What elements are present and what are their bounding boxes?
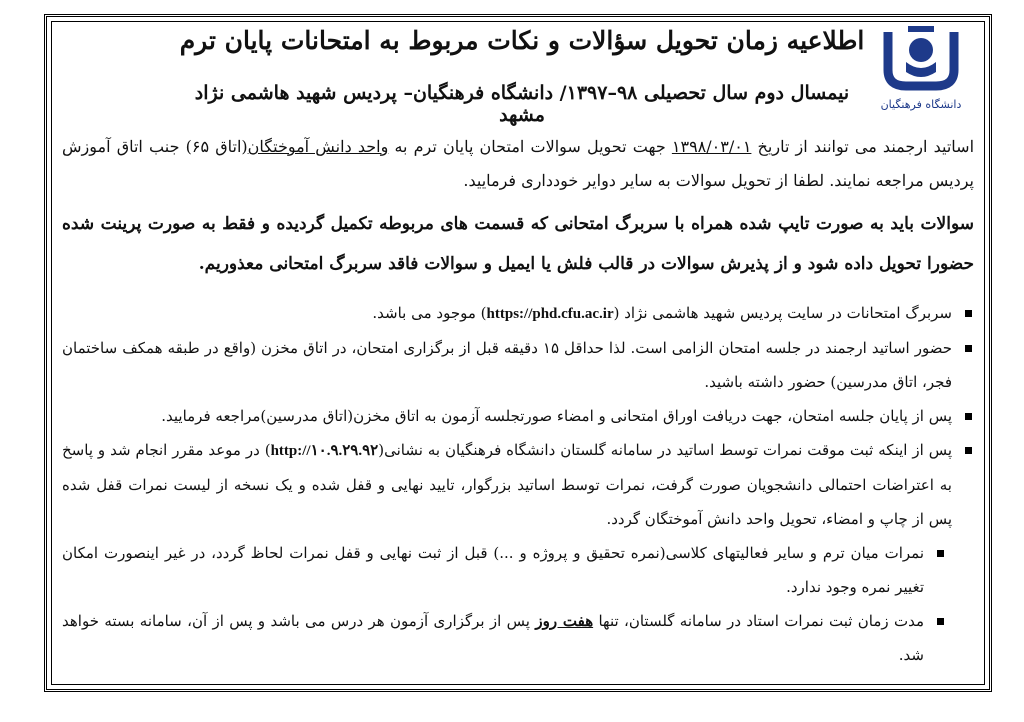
campus-site-link[interactable]: https://phd.cfu.ac.ir: [486, 306, 614, 322]
bullet-marker: [937, 550, 944, 557]
list-item: [62, 399, 974, 433]
bullet-6-text-a: مدت زمان ثبت نمرات استاد در سامانه گلستان، تنها: [593, 612, 924, 630]
bullet-5-text: نمرات میان ترم و سایر فعالیتهای کلاسی(نمره تحقیق و پروژه و ...) قبل از ثبت نهایی و قفل نمرات لحاظ گردد، در غیر اینصورت امکان تغییر نمره وجود ندارد.: [62, 544, 924, 596]
bullet-2-text: حضور اساتید ارجمند در جلسه امتحان الزامی است. لذا حداقل ۱۵ دقیقه قبل از برگزاری امتحان، در اتاق مخزن (واقع در طبقه همکف ساختمان فجر، اتاق مدرسین) حضور داشته باشید.: [62, 339, 952, 391]
bullet-marker: [965, 345, 972, 352]
notice-paragraph: سوالات باید به صورت تایپ شده همراه با سربرگ امتحانی که قسمت های مربوطه تکمیل گردیده و فقط به صورت پرینت شده حضورا تحویل داده شود و از پذیرش سوالات در قالب فلش یا ایمیل و سوالات فاقد سربرگ امتحانی معذوریم.: [62, 214, 974, 274]
bullet-1-text-a: سربرگ امتحانات در سایت پردیس شهید هاشمی نژاد (: [613, 304, 952, 322]
list-item: [62, 536, 974, 604]
document: [58, 20, 982, 684]
bullet-list: [62, 296, 974, 672]
bullet-marker: [965, 447, 972, 454]
bullet-3-text: پس از پایان جلسه امتحان، جهت دریافت اوراق امتحانی و امضاء صورتجلسه آزمون به اتاق مخزن(اتاق مدرسین)مراجعه فرمایید.: [161, 407, 952, 425]
bullet-marker: [965, 413, 972, 420]
seven-days-emphasis: هفت روز: [535, 612, 594, 630]
start-date: ۱۳۹۸/۰۳/۰۱: [671, 137, 752, 156]
graduates-unit: واحد دانش آموختگان: [247, 137, 389, 156]
list-item: [62, 331, 974, 399]
intro-paragraph: [62, 130, 974, 198]
bullet-1-text-b: ) موجود می باشد.: [372, 304, 487, 322]
bullet-4-text-b: ) در موعد مقرر انجام شد و پاسخ به اعتراضات احتمالی دانشجویان صورت گرفت، نمرات توسط اساتید بزرگوار، تایید نهایی و قفل شده و یک نسخه از لیست نمرات قفل شده پس از چاپ و امضاء، تحویل واحد دانش آموختگان گردد.: [62, 441, 952, 528]
list-item: [62, 296, 974, 331]
bullet-marker: [965, 310, 972, 317]
list-item: [62, 604, 974, 672]
page-title: اطلاعیه زمان تحویل سؤالات و نکات مربوط به امتحانات پایان ترم: [179, 26, 865, 55]
university-logo: [878, 22, 964, 116]
list-item: [62, 433, 974, 536]
bullet-4-text-a: پس از اینکه ثبت موقت نمرات توسط اساتید در سامانه گلستان دانشگاه فرهنگیان به نشانی(: [378, 441, 952, 459]
bullet-6-text-b: پس از برگزاری آزمون هر درس می باشد و پس از آن، سامانه بسته خواهد شد.: [62, 612, 924, 664]
page-subtitle: نیمسال دوم سال تحصیلی ۹۸–۱۳۹۷/ دانشگاه فرهنگیان– پردیس شهید هاشمی نژاد مشهد: [194, 82, 850, 126]
bullet-marker: [937, 618, 944, 625]
header: [58, 20, 982, 126]
golestan-link[interactable]: http://۱۰.۹.۲۹.۹۲: [270, 443, 379, 459]
intro-text-1: اساتید ارجمند می توانند از تاریخ: [751, 137, 975, 156]
logo-caption: دانشگاه فرهنگیان: [880, 98, 962, 111]
intro-text-3: (اتاق ۶۵) جنب اتاق آموزش پردیس مراجعه نمایند. لطفا از تحویل سوالات به سایر دوایر خودداری فرمایید.: [62, 137, 974, 190]
intro-text-2: جهت تحویل سوالات امتحان پایان ترم به: [388, 137, 672, 156]
